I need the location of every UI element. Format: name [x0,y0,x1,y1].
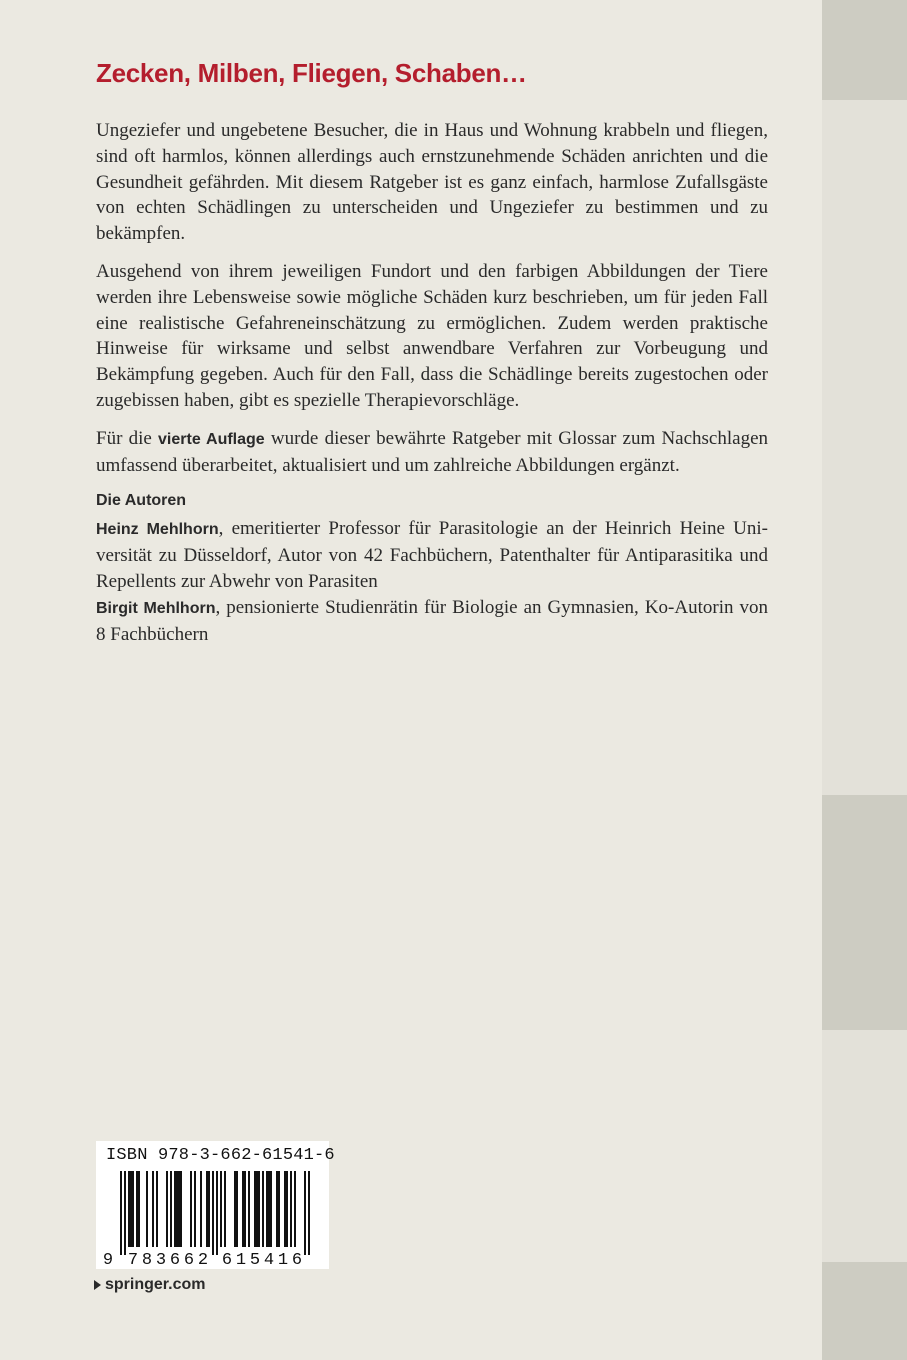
barcode-bar [290,1171,292,1247]
tab-band-5 [822,1262,907,1360]
isbn-number: ISBN 978-3-662-61541-6 [106,1146,335,1165]
barcode-bar [208,1171,210,1247]
author-name-heinz: Heinz Mehlhorn [96,521,219,539]
barcode-digit: 6 [169,1251,181,1269]
barcode-bar [286,1171,288,1247]
barcode-digit: 7 [127,1251,139,1269]
barcode-digit: 4 [263,1251,275,1269]
author-bio-heinz [96,516,768,594]
barcode-bar [216,1171,218,1255]
edition-prefix: Für die [96,427,159,449]
barcode-bar [176,1171,178,1247]
barcode-bar [194,1171,196,1247]
barcode-bar [270,1171,272,1247]
barcode-bar [166,1171,168,1247]
barcode-bar [190,1171,192,1247]
barcode-bar [304,1171,306,1255]
barcode-digit: 5 [249,1251,261,1269]
barcode-bar [220,1171,222,1247]
barcode-bar [138,1171,140,1247]
author-text-birgit: , pensionierte Studienrätin für Biologie an Gymnasien, Ko-Autorin von 8 Fachbüchern [96,596,768,645]
barcode-bar [256,1171,258,1247]
blurb [96,118,768,647]
barcode-bar [236,1171,238,1247]
barcode-digit: 1 [235,1251,247,1269]
play-icon [94,1280,101,1290]
barcode-bar [120,1171,122,1255]
tab-band-1 [822,0,907,100]
barcode-bar [124,1171,126,1255]
barcode-bar [174,1171,176,1247]
edition-suffix: wurde dieser bewährte Ratgeber mit Glossar zum Nachschlagen umfassend überarbeitet, aktualisiert und um zahlreiche Abbildungen ergänzt. [96,427,768,476]
barcode-digit: 1 [277,1251,289,1269]
barcode-bar [146,1171,148,1247]
barcode-bar [224,1171,226,1247]
barcode-bar [130,1171,132,1247]
barcode-bar [178,1171,180,1247]
barcode-bar [212,1171,214,1255]
barcode-bar [262,1171,264,1247]
barcode-bar [268,1171,270,1247]
barcode-digit: 3 [155,1251,167,1269]
author-name-birgit: Birgit Mehlhorn [96,599,216,617]
barcode-bar [132,1171,134,1247]
author-bio-birgit [96,595,768,648]
tab-band-4 [822,1030,907,1262]
tab-band-3 [822,795,907,1030]
barcode-graphic [96,1141,335,1269]
barcode-bar [156,1171,158,1247]
author-text-heinz: , emeritierter Professor für Parasitologie an der Heinrich Heine Universität zu Düsseldorf, Autor von 42 Fachbüchern, Patenthalter für Antiparasitika und Repellents zur Abwehr von Parasiten [96,518,768,592]
color-tab-strip [822,0,907,1360]
barcode-bar [170,1171,172,1247]
isbn-barcode [96,1141,335,1269]
barcode-digit: 2 [197,1251,209,1269]
tab-band-2 [822,100,907,795]
barcode-digit: 6 [183,1251,195,1269]
barcode-bar [248,1171,250,1247]
paragraph-edition [96,426,768,479]
barcode-bar [136,1171,138,1247]
barcode-bar [244,1171,246,1247]
barcode-bar [152,1171,154,1247]
barcode-bar [234,1171,236,1247]
paragraph-intro: Ungeziefer und ungebetene Besucher, die in Haus und Wohnung krabbeln und fliegen, sind oft harmlos, können allerdings auch ernstzunehmende Schäden anrichten und die Gesundheit gefährden. Mit diesem Ratgeber ist es ganz einfach, harmlose Zufallsgäste von echten Schädlingen zu unterscheiden und Ungeziefer zu bestimmen und zu bekämpfen. [96,120,768,245]
barcode-digit: 8 [141,1251,153,1269]
barcode-digit: 9 [102,1251,114,1269]
publisher-url: springer.com [105,1276,206,1293]
barcode-bar [266,1171,268,1247]
barcode-bar [200,1171,202,1247]
paragraph-details: Ausgehend von ihrem jeweiligen Fundort und den farbigen Abbildungen der Tiere werden ihre Lebensweise sowie mögliche Schäden kurz beschrieben, um für jeden Fall eine realistische Gefahreneinschätzung zu ermöglichen. Zudem werden praktische Hinweise für wirksame und selbst anwendbare Verfahren zur Vorbeugung und Bekämpfung gegeben. Auch für den Fall, dass die Schädlinge bereits zugestochen oder zugebissen haben, gibt es spezielle Therapievorschläge. [96,260,768,411]
barcode-bar [284,1171,286,1247]
barcode-bar [308,1171,310,1255]
cover-title: Zecken, Milben, Fliegen, Schaben… [96,58,527,88]
barcode-bar [278,1171,280,1247]
barcode-bar [276,1171,278,1247]
barcode-bar [180,1171,182,1247]
authors-heading: Die Autoren [96,492,187,510]
publisher-link[interactable] [94,1276,205,1294]
barcode-bar [258,1171,260,1247]
edition-highlight: vierte Auflage [158,430,265,448]
barcode-bar [294,1171,296,1247]
barcode-bar [128,1171,130,1247]
barcode-bar [242,1171,244,1247]
barcode-bar [254,1171,256,1247]
barcode-bar [206,1171,208,1247]
barcode-digit: 6 [221,1251,233,1269]
barcode-digit: 6 [291,1251,303,1269]
